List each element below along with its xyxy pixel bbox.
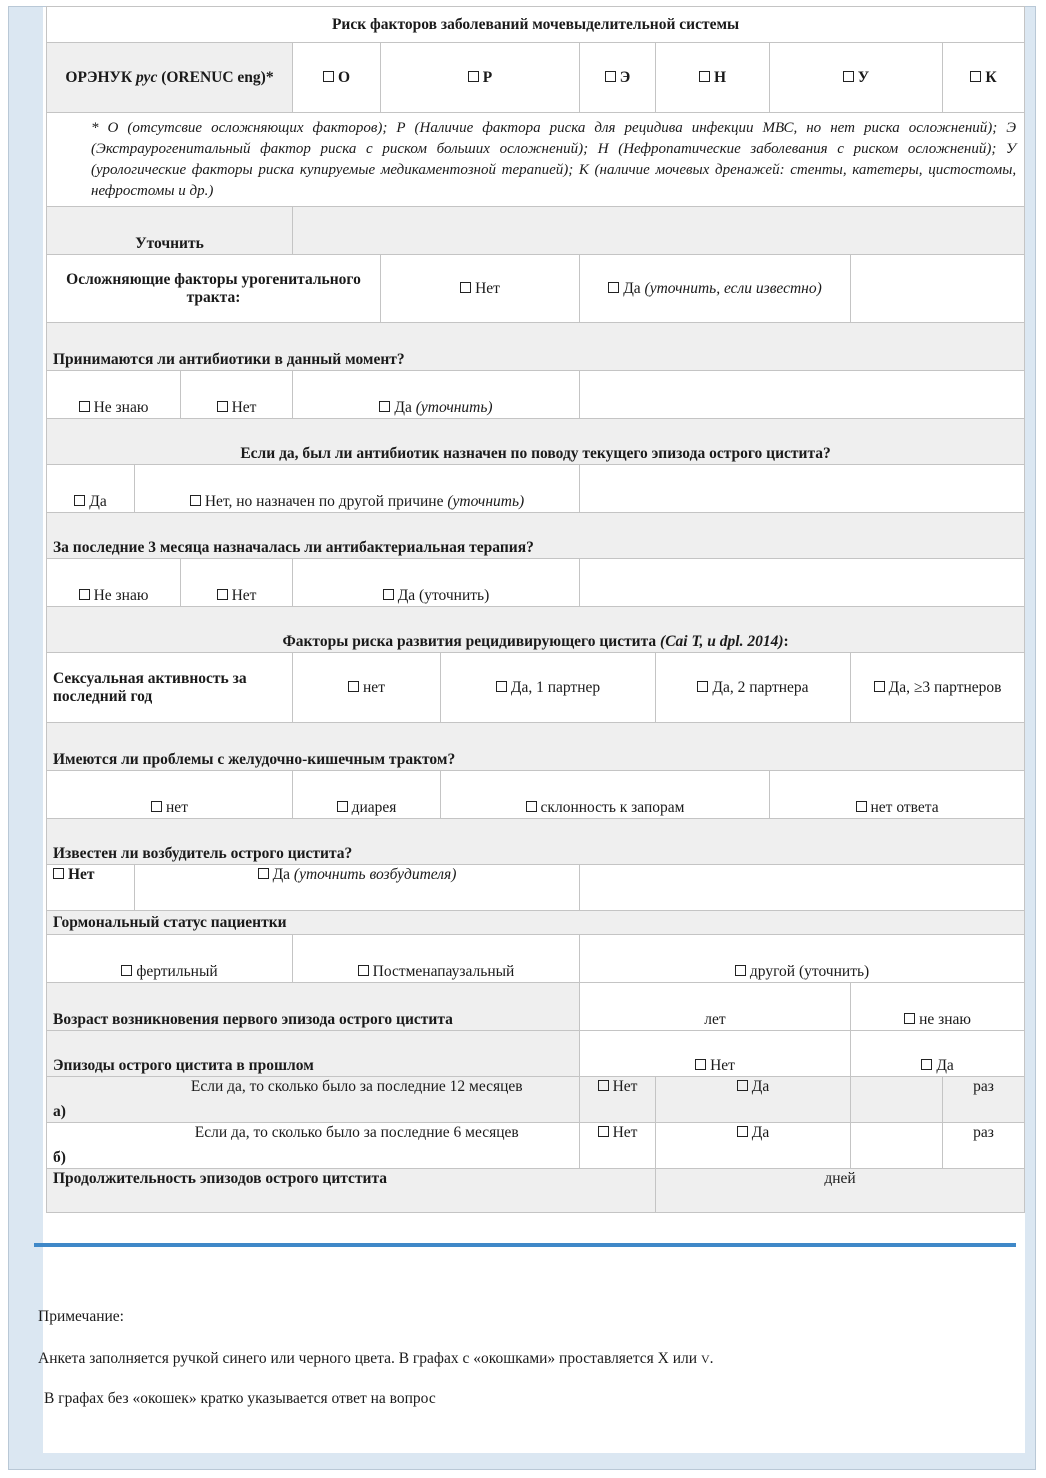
past-episodes-b-count-field[interactable] — [851, 1123, 943, 1169]
antibiotics-now-question: Принимаются ли антибиотики в данный момент? — [47, 323, 1025, 371]
note-title: Примечание: — [38, 1308, 124, 1325]
sexual-option-2[interactable]: Да, 2 партнера — [656, 653, 851, 723]
antibiotics-now-yes[interactable]: Да (уточнить) — [293, 371, 580, 419]
gi-option-diarrhea[interactable]: диарея — [293, 771, 441, 819]
checkbox-icon[interactable] — [79, 589, 90, 600]
sexual-option-3plus[interactable]: Да, ≥3 партнеров — [851, 653, 1025, 723]
checkbox-icon[interactable] — [53, 868, 64, 879]
gi-option-none[interactable]: нет — [47, 771, 293, 819]
checkbox-icon[interactable] — [699, 71, 710, 82]
checkbox-icon[interactable] — [921, 1059, 932, 1070]
checkbox-icon[interactable] — [348, 681, 359, 692]
past-episodes-a-yes[interactable]: Да — [656, 1077, 851, 1123]
complicating-no[interactable]: Нет — [381, 255, 580, 323]
antibiotic-current-yes[interactable]: Да — [47, 465, 135, 513]
checkbox-icon[interactable] — [598, 1080, 609, 1091]
checkbox-icon[interactable] — [496, 681, 507, 692]
note-line-1: Анкета заполняется ручкой синего или черного цвета. В графах с «окошками» проставляется Х или V. — [38, 1350, 714, 1367]
note-line-2: В графах без «окошек» кратко указывается ответ на вопрос — [44, 1390, 436, 1407]
past-episodes-b-times: раз — [943, 1123, 1025, 1169]
checkbox-icon[interactable] — [190, 495, 201, 506]
gi-question: Имеются ли проблемы с желудочно-кишечным трактом? — [47, 723, 1025, 771]
gi-option-constipation[interactable]: склонность к запорам — [441, 771, 770, 819]
orenuc-label-rus: рус — [136, 68, 158, 86]
specify-field[interactable] — [293, 207, 1025, 255]
orenuc-label-eng: (ORENUC eng)* — [161, 68, 274, 86]
checkbox-icon[interactable] — [598, 1126, 609, 1137]
orenuc-label — [47, 43, 293, 113]
therapy-3m-no[interactable]: Нет — [181, 559, 293, 607]
complicating-label: Осложняющие факторы урогенитального тракта: — [47, 255, 381, 323]
checkbox-icon[interactable] — [460, 282, 471, 293]
past-episodes-label: Эпизоды острого цистита в прошлом — [47, 1031, 580, 1077]
orenuc-footnote: * О (отсутсвие осложняющих факторов); Р (Наличие фактора риска для рецидива инфекции МВС, но нет риска осложнений); Э (Экстраурогенитальный фактор риска с риском больших осложнений); Н (Нефропатические заболевания с риском осложнений); У (урологические факторы риска купируемые медикаментозной терапией); К (наличие мочевых дренажей: стенты, катетеры, цистостомы, нефростомы и др.) — [47, 113, 1025, 207]
past-episodes-b-marker: б) — [47, 1123, 135, 1169]
checkbox-icon[interactable] — [468, 71, 479, 82]
therapy-3m-dont-know[interactable]: Не знаю — [47, 559, 181, 607]
antibiotic-current-question: Если да, был ли антибиотик назначен по поводу текущего эпизода острого цистита? — [47, 419, 1025, 465]
checkbox-icon[interactable] — [970, 71, 981, 82]
sexual-option-1[interactable]: Да, 1 партнер — [441, 653, 656, 723]
checkbox-icon[interactable] — [217, 401, 228, 412]
hormonal-option-postmenopausal[interactable]: Постменапаузальный — [293, 935, 580, 983]
checkbox-icon[interactable] — [258, 868, 269, 879]
past-episodes-a-count-field[interactable] — [851, 1077, 943, 1123]
form-title: Риск факторов заболеваний мочевыделительной системы — [47, 7, 1025, 43]
gi-option-no-answer[interactable]: нет ответа — [770, 771, 1025, 819]
checkbox-icon[interactable] — [856, 801, 867, 812]
sexual-activity-label: Сексуальная активность за последний год — [47, 653, 293, 723]
orenuc-label-main: ОРЭНУК — [65, 68, 133, 86]
past-episodes-a-marker: а) — [47, 1077, 135, 1123]
antibiotics-now-dont-know[interactable]: Не знаю — [47, 371, 181, 419]
checkbox-icon[interactable] — [337, 801, 348, 812]
checkbox-icon[interactable] — [737, 1080, 748, 1091]
checkbox-icon[interactable] — [74, 495, 85, 506]
first-age-dont-know[interactable]: не знаю — [851, 983, 1025, 1031]
checkbox-icon[interactable] — [843, 71, 854, 82]
therapy-3m-question: За последние 3 месяца назначалась ли антибактериальная терапия? — [47, 513, 1025, 559]
checkbox-icon[interactable] — [904, 1013, 915, 1024]
sexual-option-none[interactable]: нет — [293, 653, 441, 723]
past-episodes-a-no[interactable]: Нет — [580, 1077, 656, 1123]
checkbox-icon[interactable] — [217, 589, 228, 600]
duration-label: Продолжительность эпизодов острого цитстита — [47, 1169, 656, 1213]
checkbox-icon[interactable] — [79, 401, 90, 412]
checkbox-icon[interactable] — [608, 282, 619, 293]
orenuc-option-u[interactable]: У — [770, 43, 943, 113]
recurrence-citation: (Cai T, и dpl. 2014) — [660, 633, 784, 650]
duration-days-field[interactable]: дней — [656, 1169, 1025, 1213]
pathogen-question: Известен ли возбудитель острого цистита? — [47, 819, 1025, 865]
checkbox-icon[interactable] — [735, 965, 746, 976]
first-age-years-field[interactable]: лет — [580, 983, 851, 1031]
checkbox-icon[interactable] — [526, 801, 537, 812]
antibiotic-current-specify-field[interactable] — [580, 465, 1025, 513]
checkbox-icon[interactable] — [695, 1059, 706, 1070]
section-divider — [34, 1243, 1016, 1247]
specify-label: Уточнить — [47, 207, 293, 255]
checkbox-icon[interactable] — [121, 965, 132, 976]
past-episodes-a-times: раз — [943, 1077, 1025, 1123]
antibiotics-now-no[interactable]: Нет — [181, 371, 293, 419]
pathogen-no[interactable]: Нет — [47, 865, 135, 911]
therapy-3m-yes[interactable]: Да (уточнить) — [293, 559, 580, 607]
complicating-yes[interactable]: Да (уточнить, если известно) — [580, 255, 851, 323]
past-episodes-yes[interactable]: Да — [851, 1031, 1025, 1077]
recurrence-heading: Факторы риска развития рецидивирующего цистита (Cai T, и dpl. 2014): — [47, 607, 1025, 653]
checkbox-icon[interactable] — [151, 801, 162, 812]
first-age-label: Возраст возникновения первого эпизода острого цистита — [47, 983, 580, 1031]
hormonal-option-other[interactable]: другой (уточнить) — [580, 935, 1025, 983]
past-episodes-b-yes[interactable]: Да — [656, 1123, 851, 1169]
orenuc-option-e[interactable]: Э — [580, 43, 656, 113]
complicating-specify-field[interactable] — [851, 255, 1025, 323]
checkbox-icon[interactable] — [358, 965, 369, 976]
risk-factors-form — [46, 6, 1025, 1213]
hormonal-option-fertile[interactable]: фертильный — [47, 935, 293, 983]
orenuc-option-r[interactable]: Р — [381, 43, 580, 113]
past-episodes-no[interactable]: Нет — [580, 1031, 851, 1077]
therapy-3m-specify-field[interactable] — [580, 559, 1025, 607]
checkbox-icon[interactable] — [323, 71, 334, 82]
checkbox-icon[interactable] — [874, 681, 885, 692]
form-container — [8, 6, 1034, 1468]
checkbox-icon[interactable] — [697, 681, 708, 692]
past-episodes-a-text: Если да, то сколько было за последние 12 месяцев — [135, 1077, 580, 1123]
past-episodes-b-no[interactable]: Нет — [580, 1123, 656, 1169]
pathogen-yes[interactable]: Да (уточнить возбудителя) — [135, 865, 580, 911]
antibiotic-current-no-other[interactable]: Нет, но назначен по другой причине (уточнить) — [135, 465, 580, 513]
checkbox-icon[interactable] — [605, 71, 616, 82]
checkbox-icon[interactable] — [737, 1126, 748, 1137]
pathogen-specify-field[interactable] — [580, 865, 1025, 911]
hormonal-label: Гормональный статус пациентки — [47, 911, 1025, 935]
orenuc-option-o[interactable]: О — [293, 43, 381, 113]
checkbox-icon[interactable] — [379, 401, 390, 412]
orenuc-option-n[interactable]: Н — [656, 43, 770, 113]
antibiotics-now-specify-field[interactable] — [580, 371, 1025, 419]
orenuc-option-k[interactable]: К — [943, 43, 1025, 113]
checkbox-icon[interactable] — [383, 589, 394, 600]
past-episodes-b-text: Если да, то сколько было за последние 6 месяцев — [135, 1123, 580, 1169]
